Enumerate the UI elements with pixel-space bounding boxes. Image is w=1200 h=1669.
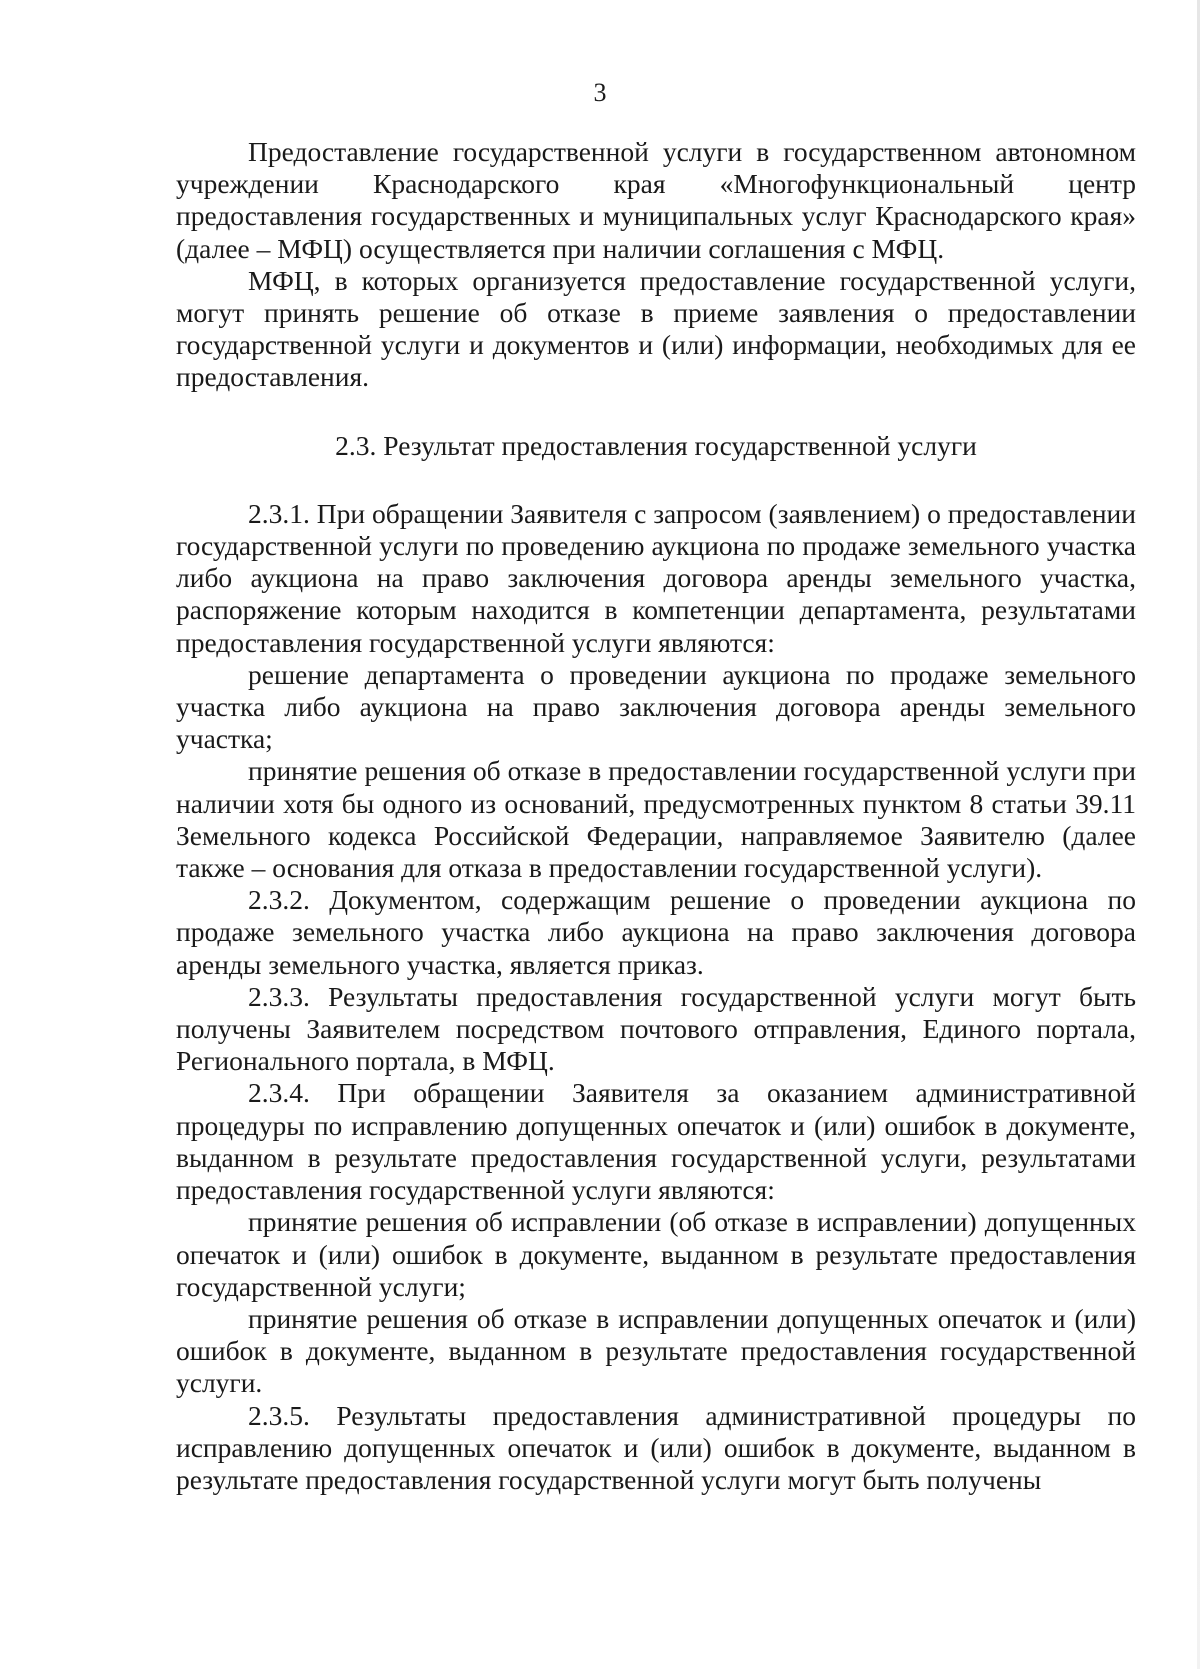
paragraph: Предоставление государственной услуги в государственном автономном учреждении Краснодарского края «Многофункциональный центр предоставления государственных и муниципальных услуг Краснодарского края» (далее – МФЦ) осуществляется при наличии соглашения с МФЦ.	[176, 136, 1136, 264]
paragraph: принятие решения об исправлении (об отказе в исправлении) допущенных опечаток и (или) ошибок в документе, выданном в результате предоставления государственной услуги;	[176, 1206, 1136, 1302]
paragraph: 2.3.2. Документом, содержащим решение о проведении аукциона по продаже земельного участка либо аукциона на право заключения договора аренды земельного участка, является приказ.	[176, 884, 1136, 980]
section-heading: 2.3. Результат предоставления государственной услуги	[335, 429, 977, 461]
paragraph: решение департамента о проведении аукциона по продаже земельного участка либо аукциона на право заключения договора аренды земельного участка;	[176, 658, 1136, 755]
paragraph: 2.3.3. Результаты предоставления государственной услуги могут быть получены Заявителем посредством почтового отправления, Единого портала, Регионального портала, в МФЦ.	[176, 980, 1136, 1077]
paragraph: 2.3.4. При обращении Заявителя за оказанием административной процедуры по исправлению допущенных опечаток и (или) ошибок в документе, выданном в результате предоставления государственной услуги, результатами предоставления государственной услуги являются:	[176, 1077, 1136, 1206]
paragraph: принятие решения об отказе в исправлении допущенных опечаток и (или) ошибок в документе, выданном в результате предоставления государственной услуги.	[176, 1302, 1136, 1399]
paragraph: МФЦ, в которых организуется предоставление государственной услуги, могут принять решение об отказе в приеме заявления о предоставлении государственной услуги и документов и (или) информации, необходимых для ее предоставления.	[176, 264, 1136, 393]
paragraph: 2.3.1. При обращении Заявителя с запросом (заявлением) о предоставлении государственной услуги по проведению аукциона по продаже земельного участка либо аукциона на право заключения договора аренды земельного участка, распоряжение которым находится в компетенции департамента, результатами предоставления государственной услуги являются:	[176, 497, 1136, 658]
page-number: 3	[593, 78, 607, 107]
paragraph: принятие решения об отказе в предоставлении государственной услуги при наличии хотя бы одного из оснований, предусмотренных пунктом 8 статьи 39.11 Земельного кодекса Российской Федерации, направляемое Заявителю (далее также – основания для отказа в предоставлении государственной услуги).	[176, 755, 1136, 884]
document-body	[176, 136, 1136, 1496]
paragraph-continued: 2.3.5. Результаты предоставления административной процедуры по исправлению допущенных опечаток и (или) ошибок в документе, выданном в результате предоставления государственной услуги могут быть получены	[176, 1399, 1136, 1495]
